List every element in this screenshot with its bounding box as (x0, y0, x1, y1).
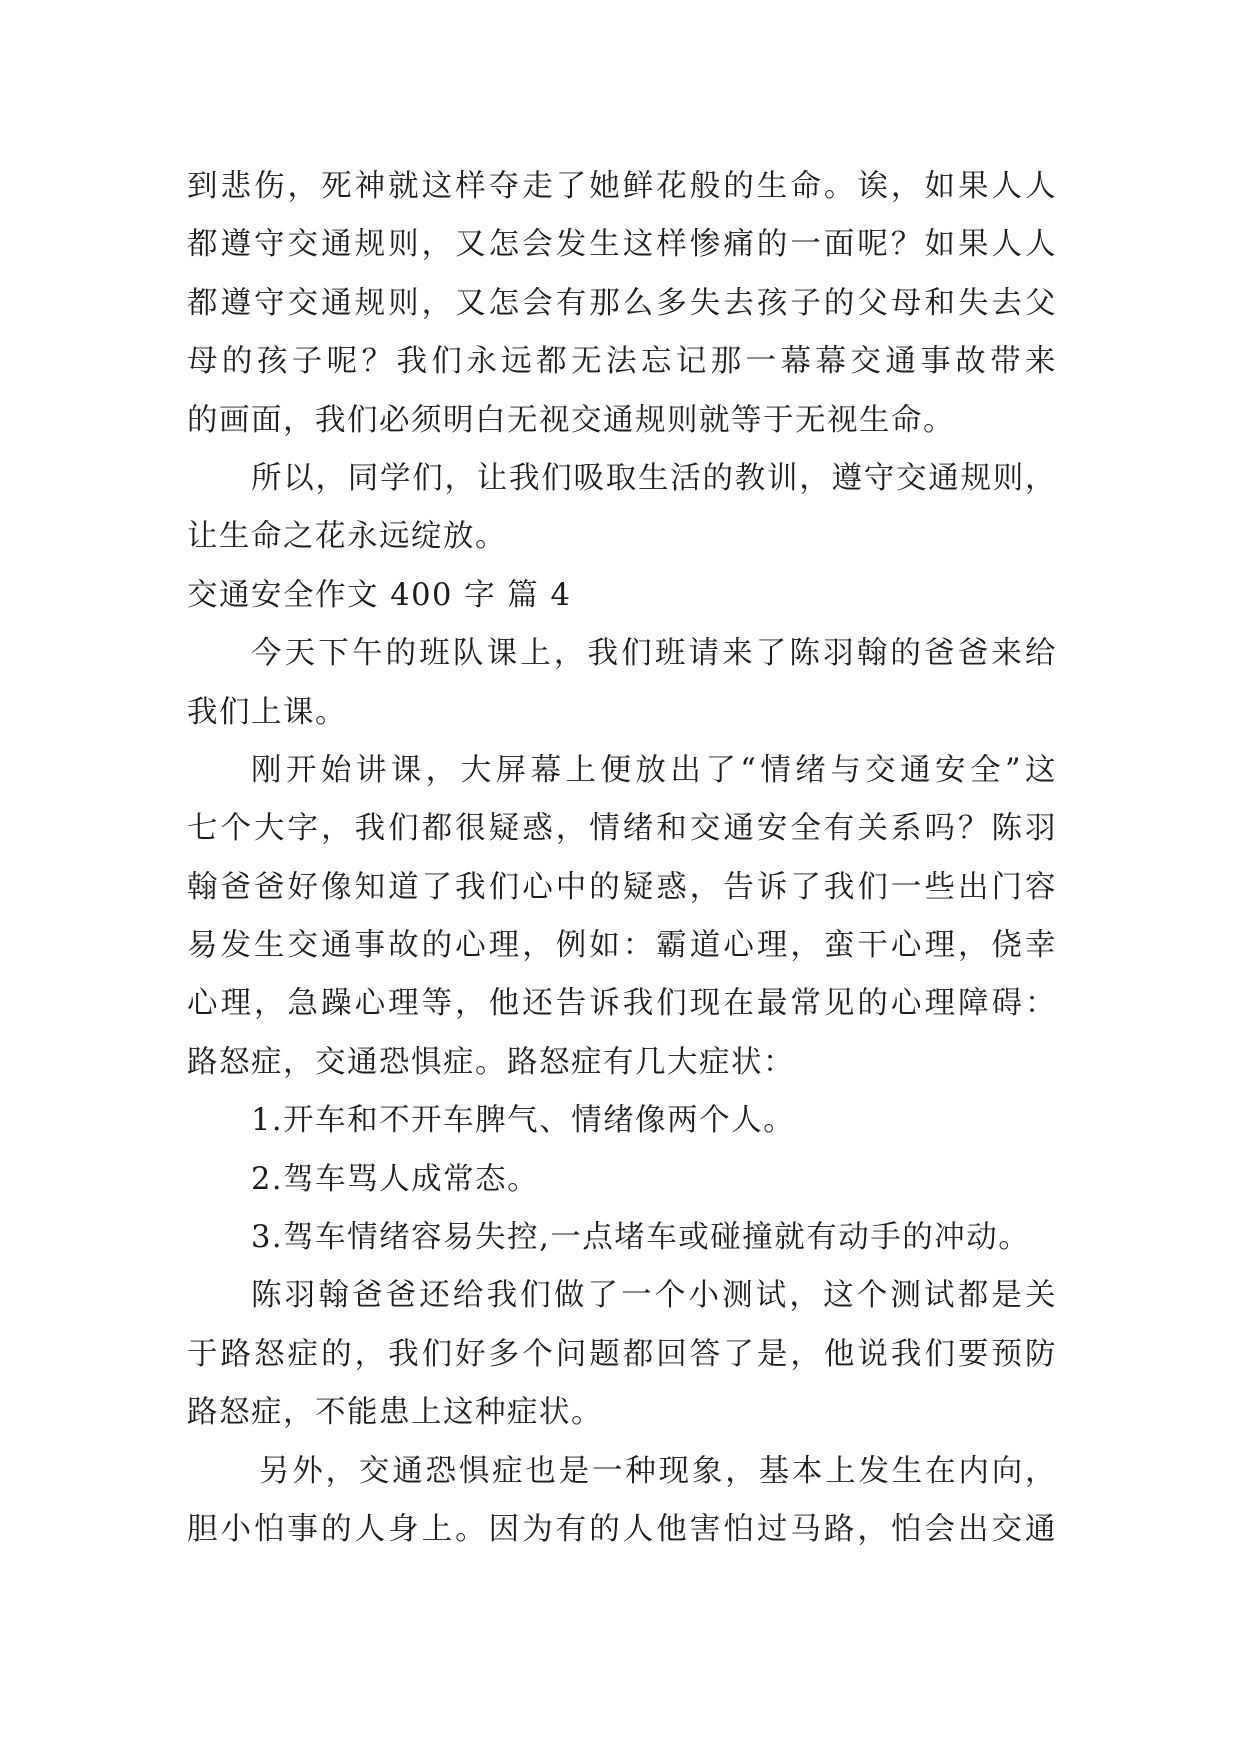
text-line: 七个大字，我们都很疑惑，情绪和交通安全有关系吗？陈羽 (187, 811, 1057, 847)
text-line: 到悲伤，死神就这样夺走了她鲜花般的生命。诶，如果人人 (187, 169, 1057, 204)
text-line: 母的孩子呢？我们永远都无法忘记那一幕幕交通事故带来 (187, 344, 1057, 380)
list-item: 2.驾车骂人成常态。 (251, 1161, 540, 1197)
text-line: 胆小怕事的人身上。因为有的人他害怕过马路，怕会出交通 (187, 1511, 1057, 1547)
text-line: 易发生交通事故的心理，例如：霸道心理，蛮干心理，侥幸 (187, 928, 1057, 964)
text-line: 路怒症，不能患上这种症状。 (187, 1395, 603, 1431)
text-line: 的画面，我们必须明白无视交通规则就等于无视生命。 (187, 402, 955, 438)
text-line: 都遵守交通规则，又怎会有那么多失去孩子的父母和失去父 (187, 285, 1057, 321)
text-line: 我们上课。 (187, 694, 347, 730)
text-line: 都遵守交通规则，又怎会发生这样惨痛的一面呢？如果人人 (187, 227, 1057, 263)
document-body (187, 158, 1057, 1559)
text-line: 于路怒症的，我们好多个问题都回答了是，他说我们要预防 (187, 1336, 1057, 1372)
paragraph-start-line: 刚开始讲课，大屏幕上便放出了“情绪与交通安全”这 (251, 752, 1057, 788)
text-line: 路怒症，交通恐惧症。路怒症有几大症状： (187, 1044, 795, 1080)
text-line: 让生命之花永远绽放。 (187, 519, 507, 555)
list-item: 1.开车和不开车脾气、情绪像两个人。 (251, 1103, 796, 1139)
paragraph-start-line: 今天下午的班队课上，我们班请来了陈羽翰的爸爸来给 (251, 636, 1057, 672)
paragraph-start-line: 陈羽翰爸爸还给我们做了一个小测试，这个测试都是关 (251, 1278, 1057, 1314)
list-item: 3.驾车情绪容易失控,一点堵车或碰撞就有动手的冲动。 (251, 1220, 1031, 1256)
text-line: 心理，急躁心理等，他还告诉我们现在最常见的心理障碍： (187, 986, 1057, 1022)
paragraph-start-line: 所以，同学们，让我们吸取生活的教训，遵守交通规则， (251, 460, 1057, 496)
paragraph-start-line: 另外，交通恐惧症也是一种现象，基本上发生在内向， (259, 1453, 1057, 1489)
text-line: 翰爸爸好像知道了我们心中的疑惑，告诉了我们一些出门容 (187, 869, 1057, 905)
section-heading: 交通安全作文 400 字 篇 4 (187, 577, 572, 613)
